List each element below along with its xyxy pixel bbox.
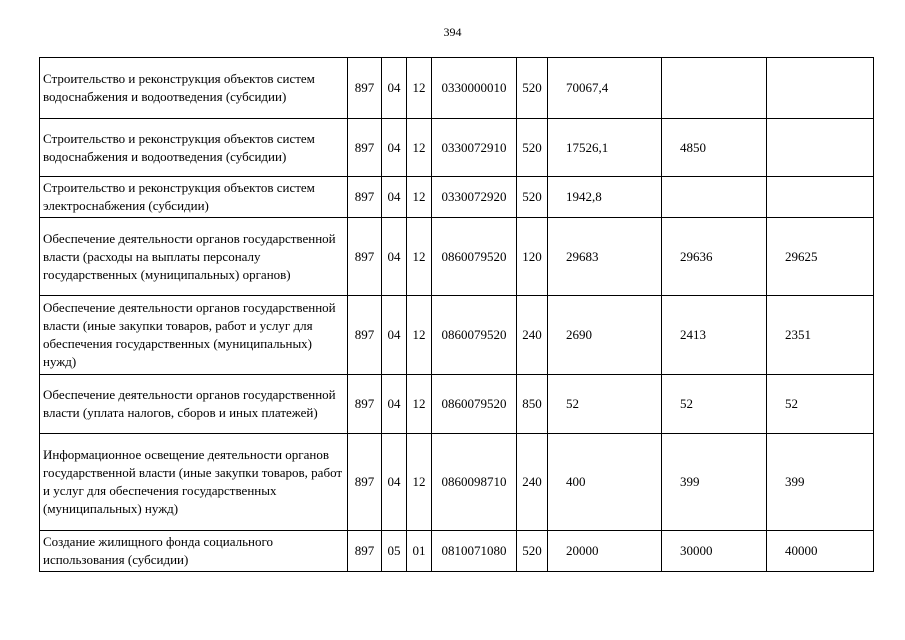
ministry-code-cell: 897: [348, 218, 382, 296]
amount-1-cell: 52: [548, 375, 662, 434]
amount-2-cell: 52: [662, 375, 767, 434]
amount-3-cell: 399: [767, 434, 874, 531]
subsection-code-cell: 12: [407, 119, 432, 177]
amount-1-cell: 1942,8: [548, 177, 662, 218]
amount-2-cell: 29636: [662, 218, 767, 296]
ministry-code-cell: 897: [348, 177, 382, 218]
expense-name-cell: Создание жилищного фонда социального использования (субсидии): [40, 531, 348, 572]
subsection-code-cell: 01: [407, 531, 432, 572]
amount-2-cell: [662, 177, 767, 218]
subsection-code-cell: 12: [407, 177, 432, 218]
amount-1-cell: 29683: [548, 218, 662, 296]
subsection-code-cell: 12: [407, 58, 432, 119]
ministry-code-cell: 897: [348, 296, 382, 375]
subsection-code-cell: 12: [407, 434, 432, 531]
expense-type-cell: 520: [517, 177, 548, 218]
expense-name-cell: Обеспечение деятельности органов государственной власти (расходы на выплаты персоналу государственных (муниципальных) органов): [40, 218, 348, 296]
target-article-cell: 0860098710: [432, 434, 517, 531]
section-code-cell: 04: [382, 58, 407, 119]
target-article-cell: 0330072910: [432, 119, 517, 177]
ministry-code-cell: 897: [348, 531, 382, 572]
page-number: 394: [443, 25, 462, 39]
table-row: [40, 531, 874, 572]
target-article-cell: 0330000010: [432, 58, 517, 119]
expense-type-cell: 520: [517, 531, 548, 572]
table-row: [40, 375, 874, 434]
amount-2-cell: 4850: [662, 119, 767, 177]
section-code-cell: 04: [382, 177, 407, 218]
table-row: [40, 218, 874, 296]
amount-3-cell: 52: [767, 375, 874, 434]
table-row: [40, 177, 874, 218]
target-article-cell: 0860079520: [432, 218, 517, 296]
target-article-cell: 0860079520: [432, 375, 517, 434]
amount-1-cell: 2690: [548, 296, 662, 375]
amount-3-cell: 40000: [767, 531, 874, 572]
expense-name-cell: Строительство и реконструкция объектов систем электроснабжения (субсидии): [40, 177, 348, 218]
expense-type-cell: 850: [517, 375, 548, 434]
amount-3-cell: [767, 58, 874, 119]
expense-type-cell: 120: [517, 218, 548, 296]
expense-type-cell: 240: [517, 434, 548, 531]
amount-2-cell: 2413: [662, 296, 767, 375]
expense-type-cell: 240: [517, 296, 548, 375]
table-row: [40, 119, 874, 177]
ministry-code-cell: 897: [348, 58, 382, 119]
ministry-code-cell: 897: [348, 119, 382, 177]
amount-3-cell: 29625: [767, 218, 874, 296]
amount-2-cell: 399: [662, 434, 767, 531]
ministry-code-cell: 897: [348, 375, 382, 434]
budget-table: [39, 57, 874, 572]
expense-type-cell: 520: [517, 119, 548, 177]
amount-1-cell: 70067,4: [548, 58, 662, 119]
expense-name-cell: Обеспечение деятельности органов государственной власти (иные закупки товаров, работ и услуг для обеспечения государственных (муниципальных) нужд): [40, 296, 348, 375]
section-code-cell: 04: [382, 375, 407, 434]
target-article-cell: 0330072920: [432, 177, 517, 218]
target-article-cell: 0860079520: [432, 296, 517, 375]
amount-3-cell: 2351: [767, 296, 874, 375]
table-row: [40, 434, 874, 531]
target-article-cell: 0810071080: [432, 531, 517, 572]
amount-2-cell: [662, 58, 767, 119]
section-code-cell: 04: [382, 434, 407, 531]
section-code-cell: 05: [382, 531, 407, 572]
table-row: [40, 296, 874, 375]
table-body: [40, 58, 874, 572]
section-code-cell: 04: [382, 218, 407, 296]
subsection-code-cell: 12: [407, 218, 432, 296]
expense-name-cell: Строительство и реконструкция объектов систем водоснабжения и водоотведения (субсидии): [40, 119, 348, 177]
amount-1-cell: 400: [548, 434, 662, 531]
expense-type-cell: 520: [517, 58, 548, 119]
ministry-code-cell: 897: [348, 434, 382, 531]
section-code-cell: 04: [382, 119, 407, 177]
amount-3-cell: [767, 119, 874, 177]
expense-name-cell: Строительство и реконструкция объектов систем водоснабжения и водоотведения (субсидии): [40, 58, 348, 119]
expense-name-cell: Информационное освещение деятельности органов государственной власти (иные закупки товаров, работ и услуг для обеспечения государственных (муниципальных) нужд): [40, 434, 348, 531]
amount-1-cell: 17526,1: [548, 119, 662, 177]
amount-3-cell: [767, 177, 874, 218]
expense-name-cell: Обеспечение деятельности органов государственной власти (уплата налогов, сборов и иных платежей): [40, 375, 348, 434]
amount-2-cell: 30000: [662, 531, 767, 572]
table-row: [40, 58, 874, 119]
amount-1-cell: 20000: [548, 531, 662, 572]
subsection-code-cell: 12: [407, 375, 432, 434]
subsection-code-cell: 12: [407, 296, 432, 375]
section-code-cell: 04: [382, 296, 407, 375]
